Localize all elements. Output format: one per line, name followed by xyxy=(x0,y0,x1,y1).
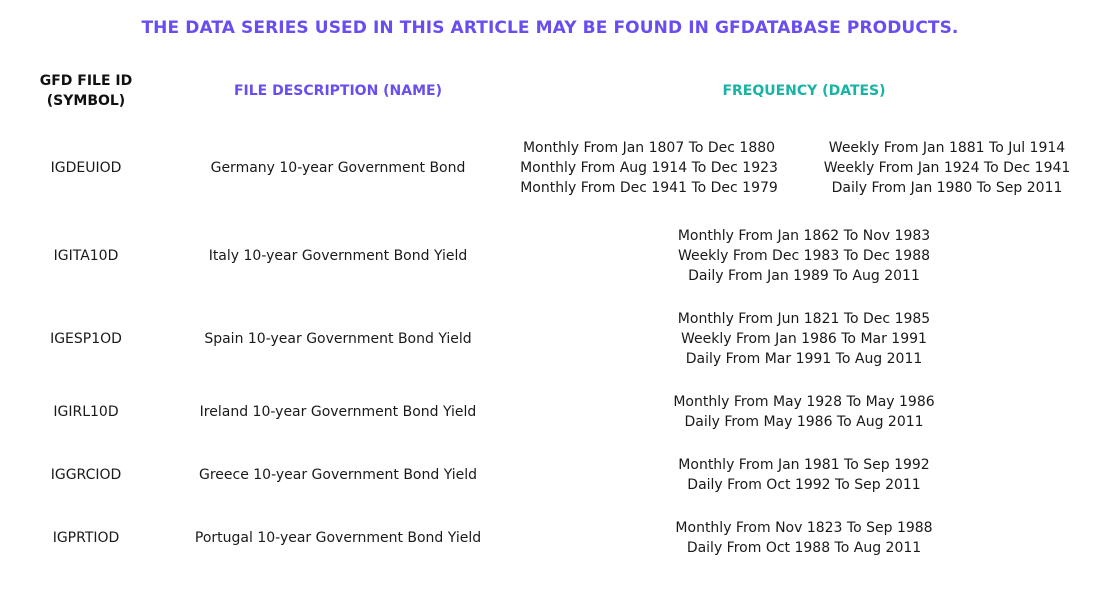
frequency-line: Monthly From Dec 1941 To Dec 1979 xyxy=(520,180,778,196)
frequency-line: Daily From Jan 1989 To Aug 2011 xyxy=(688,268,920,284)
file-id-cell: IGIRL10D xyxy=(53,404,119,420)
frequency-line: Daily From Oct 1992 To Sep 2011 xyxy=(687,477,921,493)
header-file-id xyxy=(26,71,146,111)
file-description-cell: Spain 10-year Government Bond Yield xyxy=(204,331,472,347)
frequency-line: Monthly From Jan 1807 To Dec 1880 xyxy=(522,140,776,156)
frequency-line: Monthly From Jan 1981 To Sep 1992 xyxy=(678,457,930,473)
file-description-cell: Germany 10-year Government Bond xyxy=(210,160,466,176)
file-id-cell: IGPRTIOD xyxy=(52,530,120,546)
file-description-cell: Portugal 10-year Government Bond Yield xyxy=(194,530,482,546)
frequency-line: Weekly From Jan 1881 To Jul 1914 xyxy=(828,140,1066,156)
frequency-cell xyxy=(560,392,1048,432)
frequency-line: Daily From Oct 1988 To Aug 2011 xyxy=(686,540,922,556)
file-description-cell: Ireland 10-year Government Bond Yield xyxy=(199,404,477,420)
header-frequency: FREQUENCY (DATES) xyxy=(722,83,886,99)
frequency-cell xyxy=(560,309,1048,369)
frequency-line: Daily From Jan 1980 To Sep 2011 xyxy=(831,180,1063,196)
frequency-cell xyxy=(560,226,1048,286)
file-id-cell: IGITA10D xyxy=(53,248,119,264)
file-id-cell: IGDEUIOD xyxy=(50,160,122,176)
frequency-line: Weekly From Jan 1924 To Dec 1941 xyxy=(823,160,1071,176)
frequency-line: Monthly From Jan 1862 To Nov 1983 xyxy=(677,228,931,244)
file-description-cell: Greece 10-year Government Bond Yield xyxy=(198,467,478,483)
frequency-line: Weekly From Dec 1983 To Dec 1988 xyxy=(677,248,931,264)
file-id-cell: IGGRCIOD xyxy=(50,467,122,483)
frequency-line: Monthly From May 1928 To May 1986 xyxy=(673,394,935,410)
frequency-cell-right xyxy=(806,138,1088,198)
frequency-line: Monthly From Jun 1821 To Dec 1985 xyxy=(677,311,931,327)
frequency-line: Monthly From Nov 1823 To Sep 1988 xyxy=(675,520,933,536)
frequency-cell-left xyxy=(508,138,790,198)
frequency-line: Weekly From Jan 1986 To Mar 1991 xyxy=(681,331,927,347)
article-banner: THE DATA SERIES USED IN THIS ARTICLE MAY BE FOUND IN GFDATABASE PRODUCTS. xyxy=(141,18,959,38)
header-file-description: FILE DESCRIPTION (NAME) xyxy=(233,83,443,99)
header-file-id-line1: GFD FILE ID xyxy=(39,73,133,89)
frequency-cell xyxy=(560,455,1048,495)
file-description-cell: Italy 10-year Government Bond Yield xyxy=(208,248,468,264)
frequency-line: Daily From May 1986 To Aug 2011 xyxy=(684,414,924,430)
frequency-cell xyxy=(560,518,1048,558)
frequency-line: Daily From Mar 1991 To Aug 2011 xyxy=(685,351,923,367)
frequency-line: Monthly From Aug 1914 To Dec 1923 xyxy=(520,160,778,176)
header-file-id-line2: (SYMBOL) xyxy=(46,93,126,109)
file-id-cell: IGESP1OD xyxy=(50,331,122,347)
